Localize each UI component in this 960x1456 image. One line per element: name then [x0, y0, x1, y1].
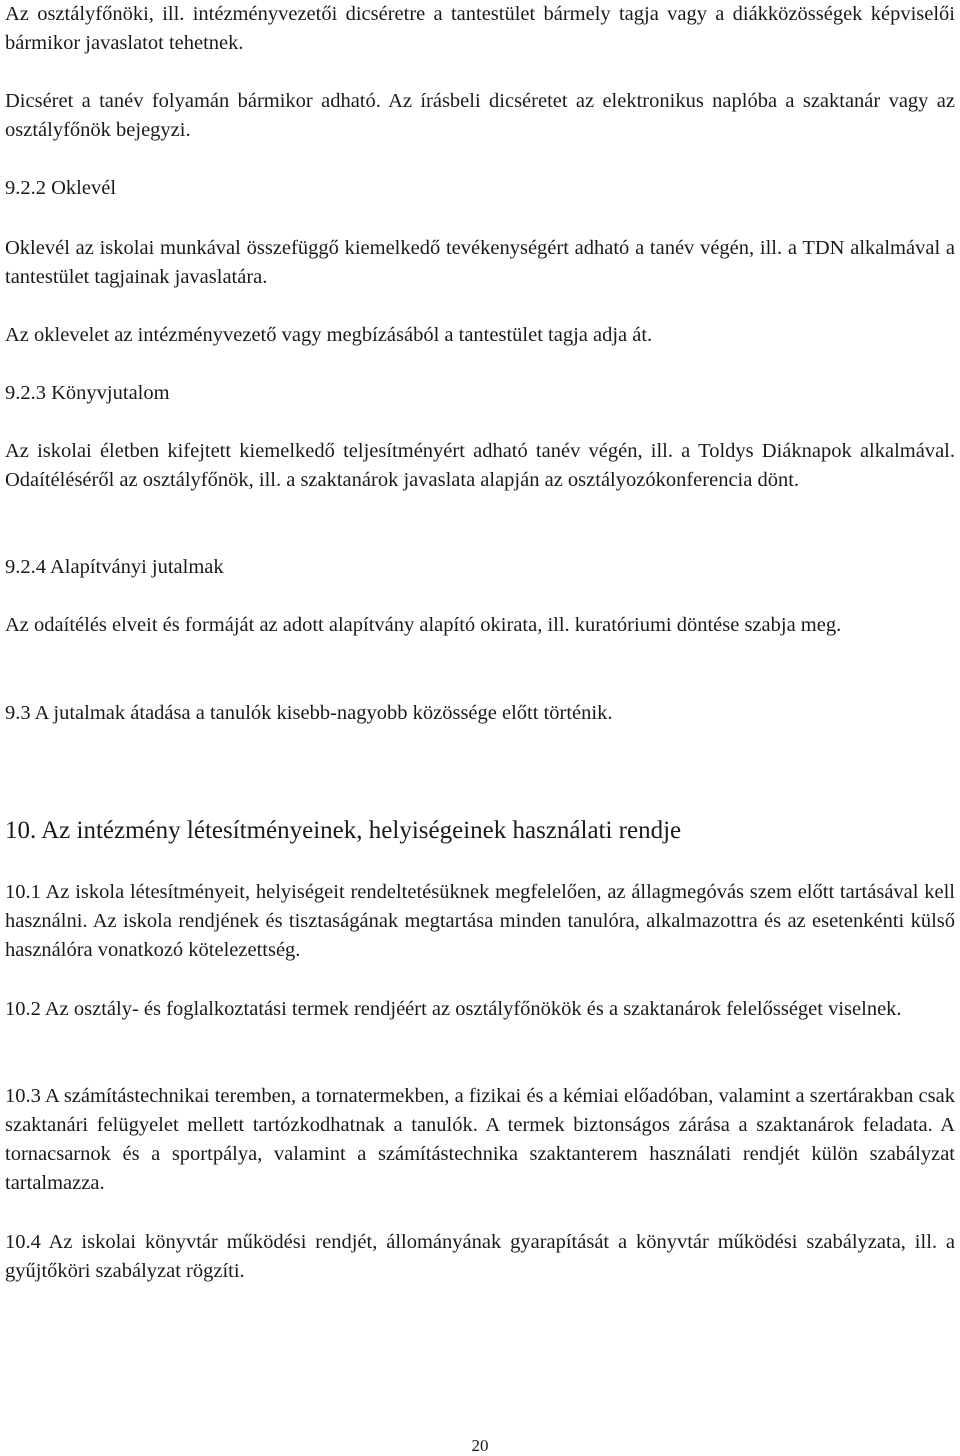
- paragraph-dicseret-adhato: Dicséret a tanév folyamán bármikor adható. Az írásbeli dicséretet az elektronikus naplóba a szaktanár vagy az osztályfőnök bejegyzi.: [5, 90, 955, 141]
- paragraph-10-3: 10.3 A számítástechnikai teremben, a tornatermekben, a fizikai és a kémiai előadóban, valamint a szertárakban csak szaktanári felügyelet mellett tartózkodhatnak a tanulók. A termek biztonságos zárása a szaktanárok feladata. A tornacsarnok és a sportpálya, valamint a számítástechnika szaktanterem használati rendjét külön szabályzat tartalmazza.: [5, 1085, 955, 1194]
- heading-9-2-2: 9.2.2 Oklevél: [5, 177, 117, 199]
- paragraph-oklevel-atadas: Az oklevelet az intézményvezető vagy megbízásából a tantestület tagja adja át.: [5, 324, 653, 346]
- page-number: 20: [471, 1436, 489, 1455]
- heading-9-2-4: 9.2.4 Alapítványi jutalmak: [5, 556, 224, 578]
- paragraph-konyvjutalom: Az iskolai életben kifejtett kiemelkedő teljesítményért adható tanév végén, ill. a Toldys Diáknapok alkalmával. Odaítéléséről az osztályfőnök, ill. a szaktanárok javaslata alapján az osztályozókonferencia dönt.: [5, 440, 955, 491]
- paragraph-alapitvanyi: Az odaítélés elveit és formáját az adott alapítvány alapító okirata, ill. kuratóriumi döntése szabja meg.: [5, 614, 842, 636]
- paragraph-dicseret-javaslat: Az osztályfőnöki, ill. intézményvezetői dicséretre a tantestület bármely tagja vagy a diákközösségek képviselői bármikor javaslatot tehetnek.: [5, 3, 955, 54]
- paragraph-10-2: 10.2 Az osztály- és foglalkoztatási termek rendjéért az osztályfőnökök és a szaktanárok felelősséget viselnek.: [5, 998, 902, 1020]
- paragraph-oklevel: Oklevél az iskolai munkával összefüggő kiemelkedő tevékenységért adható a tanév végén, ill. a TDN alkalmával a tantestület tagjainak javaslatára.: [5, 237, 955, 288]
- heading-10: 10. Az intézmény létesítményeinek, helyiségeinek használati rendje: [5, 817, 682, 844]
- paragraph-10-1: 10.1 Az iskola létesítményeit, helyiségeit rendeltetésüknek megfelelően, az állagmegóvás szem előtt tartásával kell használni. Az iskola rendjének és tisztaságának megtartása minden tanulóra, alkalmazottra és az esetenkénti külső használóra vonatkozó kötelezettség.: [5, 881, 955, 961]
- heading-9-2-3: 9.2.3 Könyvjutalom: [5, 382, 170, 404]
- paragraph-9-3: 9.3 A jutalmak átadása a tanulók kisebb-nagyobb közössége előtt történik.: [5, 702, 613, 724]
- paragraph-10-4: 10.4 Az iskolai könyvtár működési rendjét, állományának gyarapítását a könyvtár működési szabályzata, ill. a gyűjtőköri szabályzat rögzíti.: [5, 1231, 955, 1282]
